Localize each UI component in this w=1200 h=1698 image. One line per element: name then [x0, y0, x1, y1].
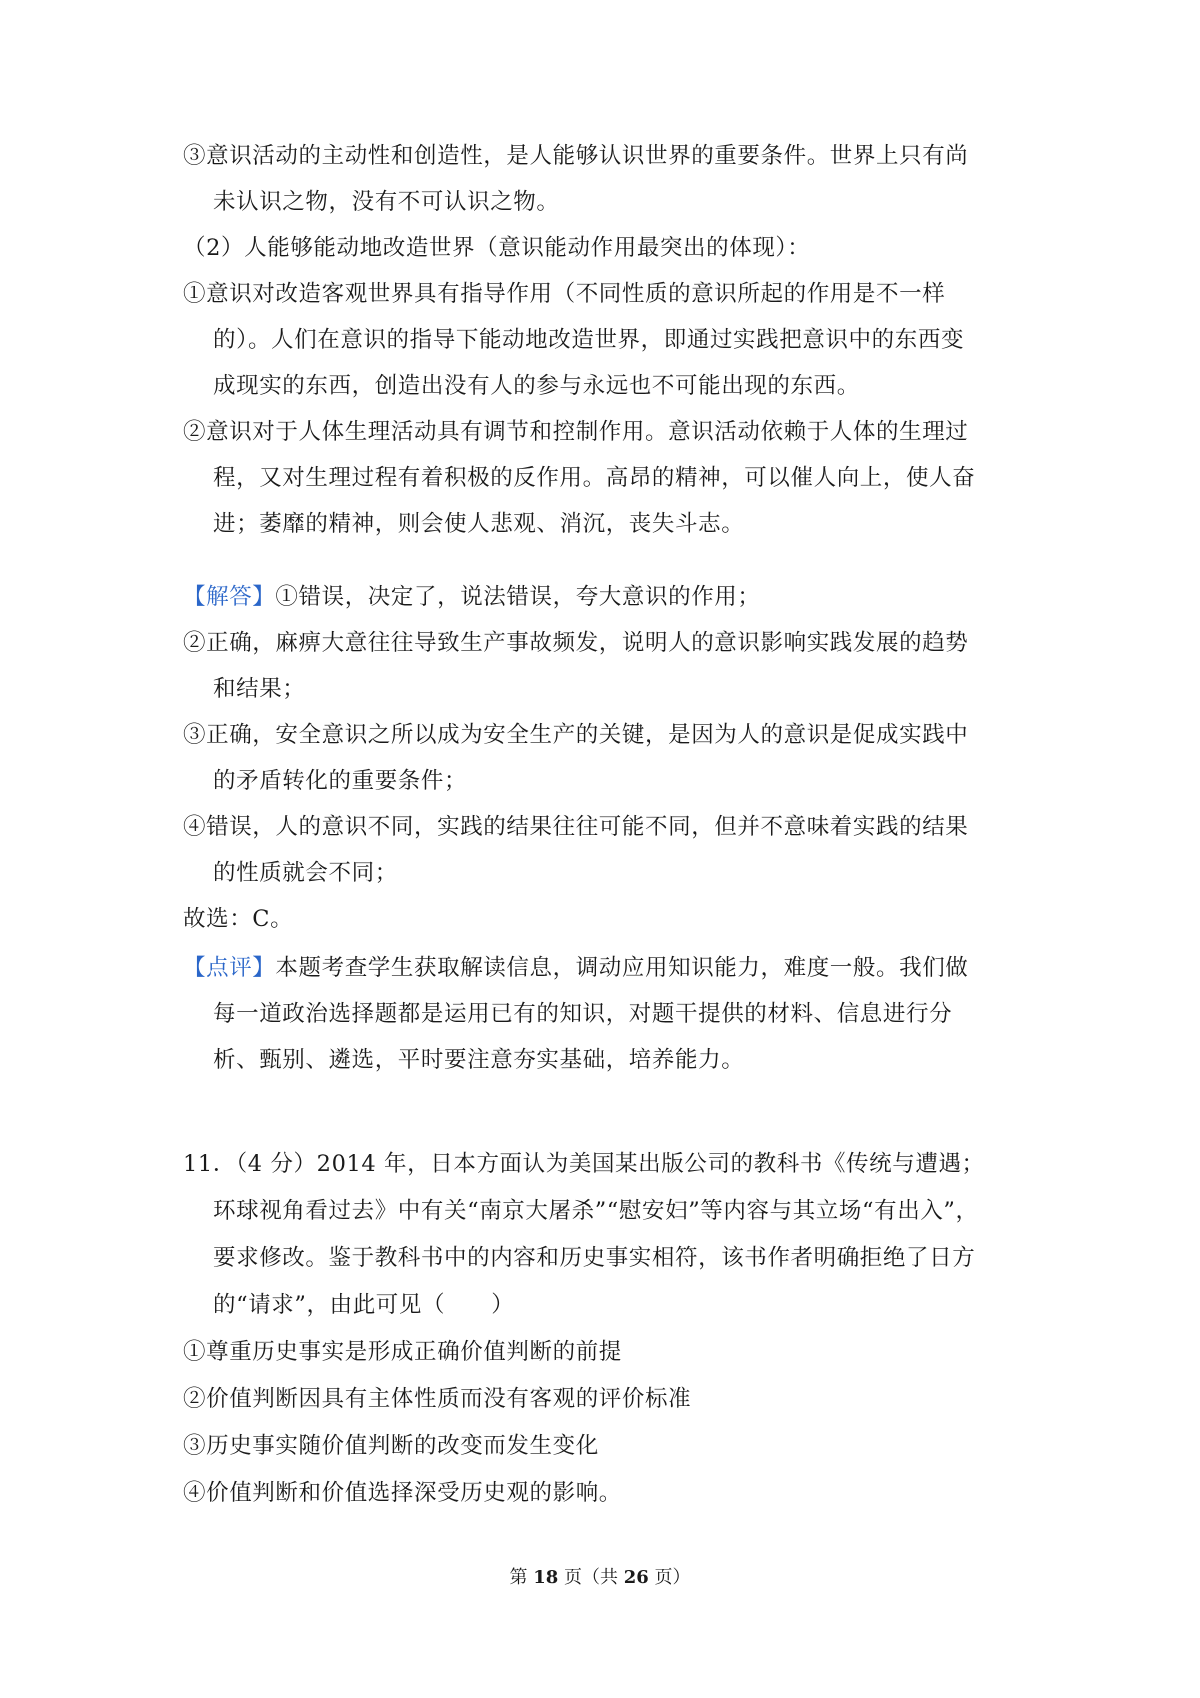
- text-line: ③意识活动的主动性和创造性，是人能够认识世界的重要条件。世界上只有尚: [183, 143, 969, 169]
- comment-line: 析、甄别、遴选，平时要注意夯实基础，培养能力。: [213, 1047, 745, 1073]
- footer-suffix: 页）: [648, 1567, 691, 1588]
- answer-line: 的矛盾转化的重要条件；: [213, 768, 468, 794]
- answer-tag: 【解答】: [183, 584, 276, 610]
- text-line: 未认识之物，没有不可认识之物。: [213, 189, 560, 215]
- answer-line: ②正确，麻痹大意往往导致生产事故频发，说明人的意识影响实践发展的趋势: [183, 630, 969, 656]
- text-line: （2）人能够能动地改造世界（意识能动作用最突出的体现）：: [183, 235, 811, 261]
- text-line: ②意识对于人体生理活动具有调节和控制作用。意识活动依赖于人体的生理过: [183, 419, 969, 445]
- text-line: ①意识对改造客观世界具有指导作用（不同性质的意识所起的作用是不一样: [183, 281, 946, 307]
- question-option: ③历史事实随价值判断的改变而发生变化: [183, 1433, 599, 1459]
- answer-line: 的性质就会不同；: [213, 860, 398, 886]
- answer-line: ③正确，安全意识之所以成为安全生产的关键，是因为人的意识是促成实践中: [183, 722, 969, 748]
- footer-middle: 页（共: [558, 1567, 624, 1588]
- comment-first-line: [183, 953, 968, 983]
- total-pages: 26: [623, 1567, 649, 1588]
- question-line: 的“请求”，由此可见（ ）: [213, 1292, 515, 1318]
- page-footer: [0, 1566, 1200, 1590]
- comment-first-text: 本题考查学生获取解读信息，调动应用知识能力，难度一般。我们做: [275, 955, 969, 981]
- question-line: 11．（4 分）2014 年，日本方面认为美国某出版公司的教科书《传统与遭遇；: [183, 1151, 985, 1177]
- question-option: ④价值判断和价值选择深受历史观的影响。: [183, 1480, 622, 1506]
- footer-prefix: 第: [509, 1567, 534, 1588]
- text-line: 的）。人们在意识的指导下能动地改造世界，即通过实践把意识中的东西变: [213, 327, 965, 353]
- text-line: 进；萎靡的精神，则会使人悲观、消沉，丧失斗志。: [213, 511, 745, 537]
- question-line: 环球视角看过去》中有关“南京大屠杀”“慰安妇”等内容与其立场“有出入”，: [213, 1198, 979, 1224]
- answer-first-text: ①错误，决定了，说法错误，夸大意识的作用；: [275, 584, 761, 610]
- question-option: ②价值判断因具有主体性质而没有客观的评价标准: [183, 1386, 692, 1412]
- text-line: 成现实的东西，创造出没有人的参与永远也不可能出现的东西。: [213, 373, 860, 399]
- text-line: 程，又对生理过程有着积极的反作用。高昂的精神，可以催人向上，使人奋: [213, 465, 976, 491]
- question-line: 要求修改。鉴于教科书中的内容和历史事实相符，该书作者明确拒绝了日方: [213, 1245, 976, 1271]
- answer-line: 和结果；: [213, 676, 306, 702]
- comment-line: 每一道政治选择题都是运用已有的知识，对题干提供的材料、信息进行分: [213, 1001, 953, 1027]
- answer-first-line: [183, 582, 761, 612]
- question-option: ①尊重历史事实是形成正确价值判断的前提: [183, 1339, 622, 1365]
- page-number: 18: [533, 1567, 559, 1588]
- answer-line: ④错误，人的意识不同，实践的结果往往可能不同，但并不意味着实践的结果: [183, 814, 969, 840]
- comment-tag: 【点评】: [183, 955, 276, 981]
- answer-choice-line: 故选：C。: [183, 906, 294, 932]
